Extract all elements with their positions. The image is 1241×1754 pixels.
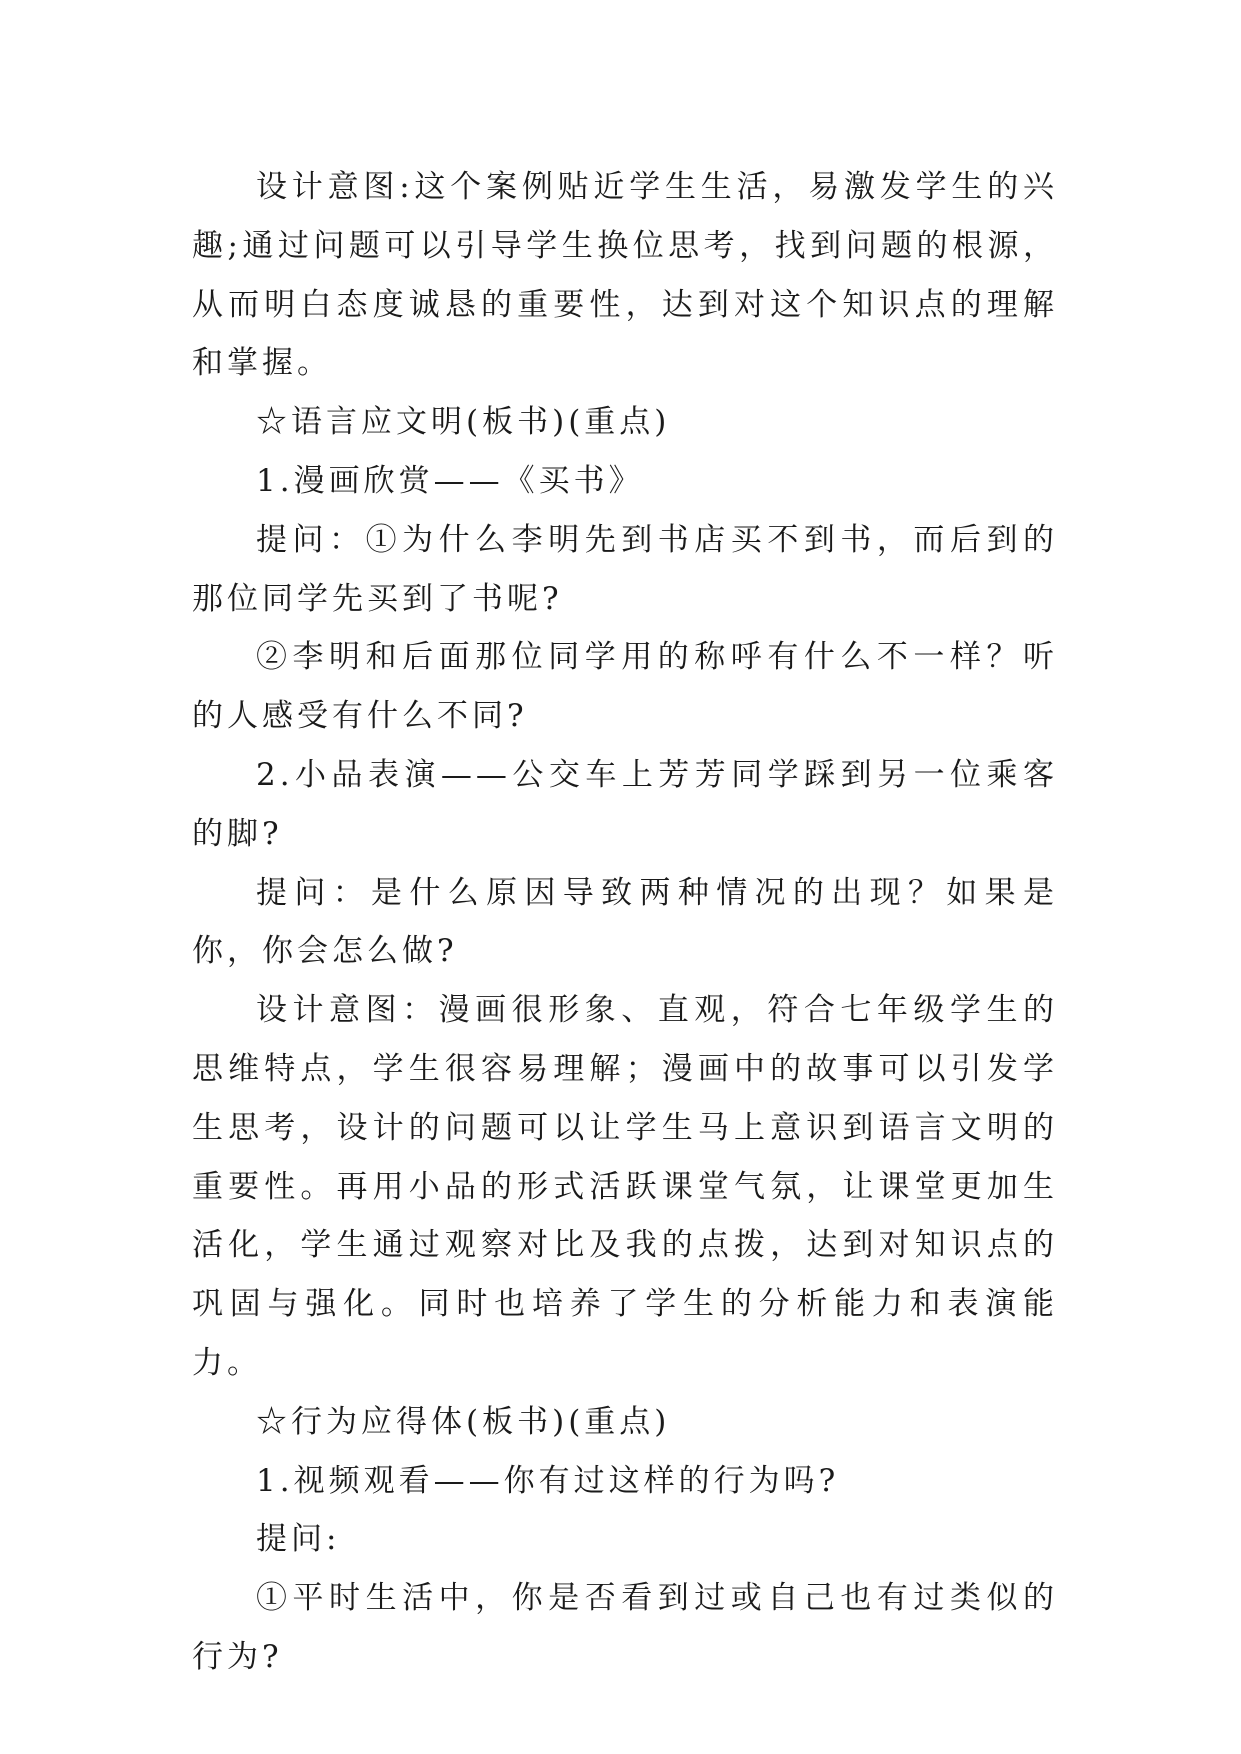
paragraph-comic-appreciation: 1.漫画欣赏——《买书》 <box>256 462 644 499</box>
section-heading-language-civility: ☆语言应文明(板书)(重点) <box>256 404 671 441</box>
section-heading-behavior-propriety: ☆行为应得体(板书)(重点) <box>256 1403 671 1440</box>
paragraph-question-1: 提问：①为什么李明先到书店买不到书，而后到的那位同学先买到了书呢? <box>192 521 1058 617</box>
paragraph-video-watching: 1.视频观看——你有过这样的行为吗? <box>256 1462 840 1499</box>
paragraph-question-2: ②李明和后面那位同学用的称呼有什么不一样？听的人感受有什么不同? <box>192 639 1058 735</box>
paragraph-question-3: 提问：是什么原因导致两种情况的出现？如果是你，你会怎么做? <box>192 874 1058 970</box>
paragraph-skit-performance: 2.小品表演——公交车上芳芳同学踩到另一位乘客的脚? <box>192 756 1058 852</box>
paragraph-question-4: ①平时生活中，你是否看到过或自己也有过类似的行为? <box>192 1580 1058 1675</box>
document-body <box>192 158 1058 1687</box>
paragraph-question-label: 提问: <box>256 1521 341 1558</box>
paragraph-design-intent-2: 设计意图：漫画很形象、直观，符合七年级学生的思维特点，学生很容易理解；漫画中的故事可以引发学生思考，设计的问题可以让学生马上意识到语言文明的重要性。再用小品的形式活跃课堂气氛，让课堂更加生活化，学生通过观察对比及我的点拨，达到对知识点的巩固与强化。同时也培养了学生的分析能力和表演能力。 <box>192 992 1058 1381</box>
paragraph-design-intent-1: 设计意图:这个案例贴近学生生活，易激发学生的兴趣;通过问题可以引导学生换位思考，找到问题的根源，从而明白态度诚恳的重要性，达到对这个知识点的理解和掌握。 <box>192 169 1058 382</box>
